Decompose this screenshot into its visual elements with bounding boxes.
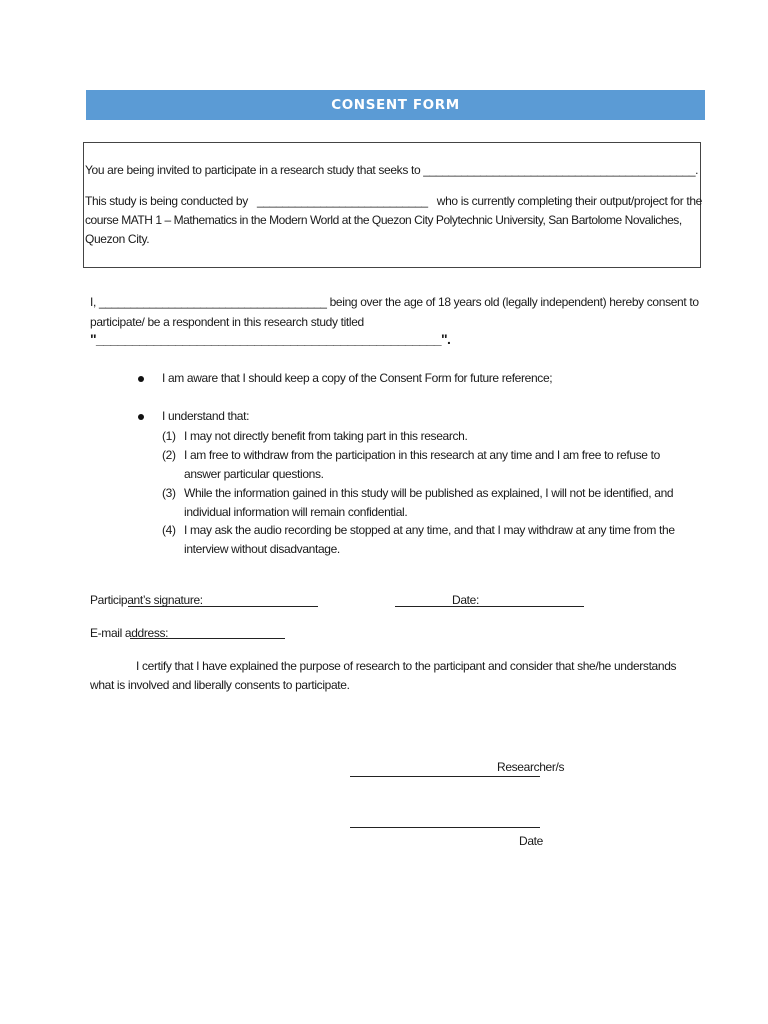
study-title-blank: "________________________________________________". xyxy=(90,331,451,347)
intro-line-4: Quezon City. xyxy=(85,232,150,246)
form-title: CONSENT FORM xyxy=(331,97,460,113)
understand-item-line: I may ask the audio recording be stopped at any time, and that I may withdraw at any time from the xyxy=(184,523,675,537)
understand-item-line: I am free to withdraw from the participation in this research at any time and I am free to refuse to xyxy=(184,448,660,462)
consent-line-2: participate/ be a respondent in this research study titled xyxy=(90,315,364,329)
understand-item-line: I may not directly benefit from taking part in this research. xyxy=(184,429,468,443)
understand-item-line: interview without disadvantage. xyxy=(184,542,340,556)
bullet-icon xyxy=(138,414,144,420)
participant-signature-line[interactable] xyxy=(128,606,318,607)
certify-line-1: I certify that I have explained the purpose of research to the participant and consider that she/he understands xyxy=(136,659,677,673)
participant-name-blank: ____________________________________ xyxy=(98,295,327,309)
bullet-understand: I understand that: xyxy=(162,409,250,423)
intro-conductor-blank: ___________________________ xyxy=(256,194,428,208)
email-label: E-mail address: xyxy=(90,626,169,640)
date-label: Date: xyxy=(452,593,479,607)
email-line[interactable] xyxy=(130,638,285,639)
researcher-date-line[interactable] xyxy=(350,827,540,828)
intro-conductor-prefix: This study is being conducted by xyxy=(85,194,248,208)
consent-line-1 xyxy=(90,295,699,309)
intro-line-3: course MATH 1 – Mathematics in the Modern World at the Quezon City Polytechnic University, San Bartolome Novaliches, xyxy=(85,213,682,227)
participant-date-line[interactable] xyxy=(395,606,584,607)
understand-item-line: While the information gained in this study will be published as explained, I will not be identified, and xyxy=(184,486,674,500)
consent-prefix: I, xyxy=(90,295,96,309)
researcher-date-label: Date xyxy=(519,834,543,848)
researcher-signature-line[interactable] xyxy=(350,776,540,777)
consent-suffix: being over the age of 18 years old (legally independent) hereby consent to xyxy=(329,295,699,309)
understand-item-line: individual information will remain confidential. xyxy=(184,505,408,519)
certify-line-2: what is involved and liberally consents to participate. xyxy=(90,678,350,692)
form-header-bar xyxy=(86,90,705,120)
bullet-icon xyxy=(138,376,144,382)
understand-item-number: (1) xyxy=(162,429,176,443)
understand-item-number: (3) xyxy=(162,486,176,500)
bullet-copy-form: I am aware that I should keep a copy of the Consent Form for future reference; xyxy=(162,371,553,385)
understand-item-number: (4) xyxy=(162,523,176,537)
participant-signature-label: Participant’s signature: xyxy=(90,593,203,607)
understand-item-line: answer particular questions. xyxy=(184,467,324,481)
intro-line-1: You are being invited to participate in a research study that seeks to ___________________________________________. xyxy=(85,163,699,177)
intro-conductor-suffix: who is currently completing their output/project for the xyxy=(436,194,702,208)
intro-line-2 xyxy=(85,194,702,208)
researcher-label: Researcher/s xyxy=(497,760,565,774)
understand-item-number: (2) xyxy=(162,448,176,462)
